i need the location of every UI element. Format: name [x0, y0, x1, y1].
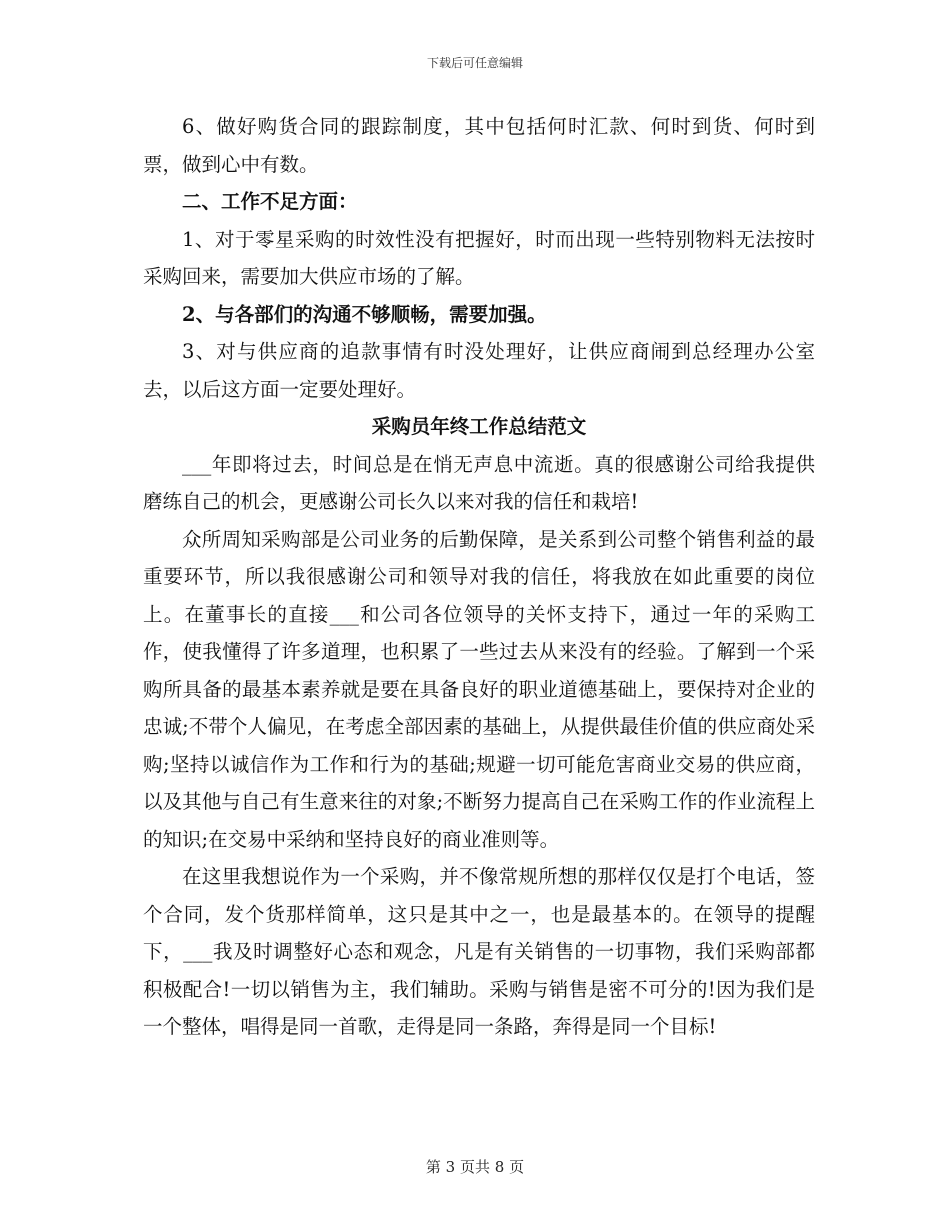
paragraph-intro: ___年即将过去，时间总是在悄无声息中流逝。真的很感谢公司给我提供磨练自己的机会，更感谢公司长久以来对我的信任和栽培! [143, 452, 815, 513]
page-header: 下载后可任意编辑 [426, 56, 523, 70]
paragraph-purchasing-role: 众所周知采购部是公司业务的后勤保障，是关系到公司整个销售利益的最重要环节，所以我很感谢公司和领导对我的信任，将我放在如此重要的岗位上。在董事长的直接___和公司各位领导的关怀支持下，通过一年的采购工作，使我懂得了许多道理，也积累了一些过去从来没有的经验。了解到一个采购所具备的最基本素养就是要在具备良好的职业道德基础上，要保持对企业的忠诚;不带个人偏见，在考虑全部因素的基础上，从提供最佳价值的供应商处采购;坚持以诚信作为工作和行为的基础;规避一切可能危害商业交易的供应商，以及其他与自己有生意来往的对象;不断努力提高自己在采购工作的作业流程上的知识;在交易中采纳和坚持良好的商业准则等。 [143, 527, 815, 851]
section-heading-shortcomings: 二、工作不足方面： [182, 190, 358, 213]
page-footer: 第 3 页共 8 页 [425, 1158, 525, 1176]
paragraph-shortcoming-3: 3、对与供应商的追款事情有时没处理好，让供应商闹到总经理办公室去，以后这方面一定要处理好。 [143, 340, 815, 401]
section-title: 采购员年终工作总结范文 [371, 415, 587, 438]
document-body [143, 108, 815, 1046]
paragraph-shortcoming-2: 2、与各部们的沟通不够顺畅，需要加强。 [182, 302, 547, 326]
paragraph-item-6: 6、做好购货合同的跟踪制度，其中包括何时汇款、何时到货、何时到票，做到心中有数。 [143, 115, 815, 176]
paragraph-shortcoming-1: 1、对于零星采购的时效性没有把握好，时而出现一些特别物料无法按时采购回来，需要加大供应市场的了解。 [143, 227, 815, 288]
paragraph-cooperation: 在这里我想说作为一个采购，并不像常规所想的那样仅仅是打个电话，签个合同，发个货那样简单，这只是其中之一，也是最基本的。在领导的提醒下，___我及时调整好心态和观念，凡是有关销售的一切事物，我们采购部都积极配合!一切以销售为主，我们辅助。采购与销售是密不可分的!因为我们是一个整体，唱得是同一首歌，走得是同一条路，奔得是同一个目标! [143, 865, 815, 1038]
